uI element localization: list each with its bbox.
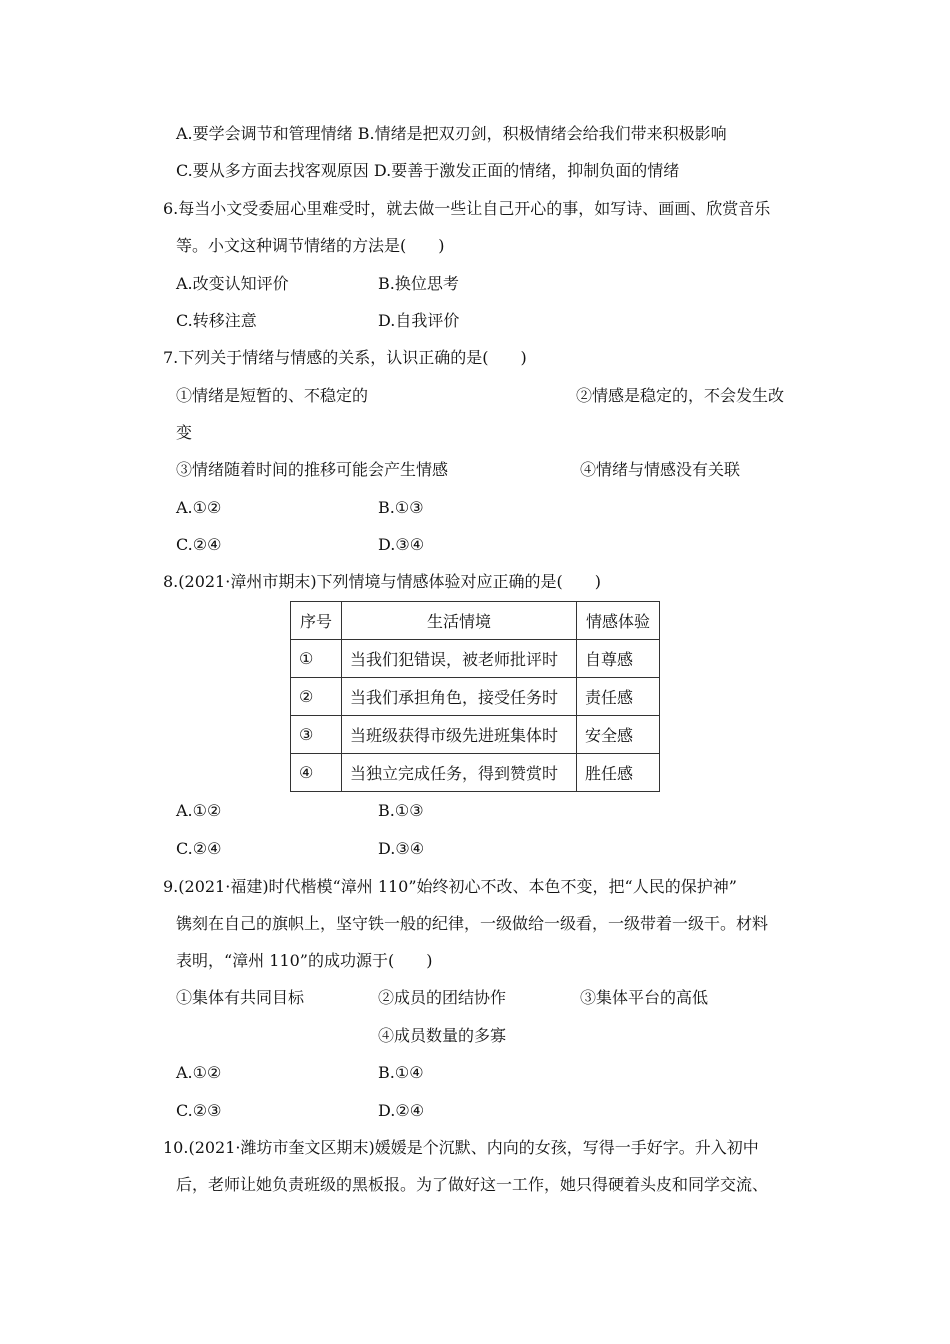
q9-option-d: D.②④ [378,1101,425,1120]
table-header-row [291,602,660,640]
q6-option-c: C.转移注意 [176,311,257,330]
q9-option-a: A.①② [176,1063,222,1082]
q5-options-line2: C.要从多方面去找客观原因 D.要善于激发正面的情绪，抑制负面的情绪 [176,161,680,180]
table-cell: 责任感 [577,678,660,716]
q7-option-d: D.③④ [378,535,425,554]
q7-option-b: B.①③ [378,498,424,517]
q8-option-d: D.③④ [378,839,425,858]
q10-stem-line1: 10.(2021·潍坊市奎文区期末)媛媛是个沉默、内向的女孩，写得一手好字。升入初中 [163,1138,759,1157]
table-cell: 当独立完成任务，得到赞赏时 [342,754,577,792]
q6-stem-line2: 等。小文这种调节情绪的方法是( ) [176,236,445,255]
table-cell: 胜任感 [577,754,660,792]
q9-stem-line2: 镌刻在自己的旗帜上，坚守铁一般的纪律，一级做给一级看，一级带着一级干。材料 [176,914,769,933]
q6-option-a: A.改变认知评价 [176,274,289,293]
q7-statement-2: ②情感是稳定的，不会发生改 [576,386,785,405]
q7-option-a: A.①② [176,498,222,517]
q7-stem: 7.下列关于情绪与情感的关系，认识正确的是( ) [163,348,527,367]
table-cell: ④ [291,754,342,792]
table-row [291,754,660,792]
q9-stem-line3: 表明，“漳州 110”的成功源于( ) [176,951,433,970]
q8-stem: 8.(2021·漳州市期末)下列情境与情感体验对应正确的是( ) [163,572,602,591]
q9-statement-1: ①集体有共同目标 [176,988,305,1007]
table-header-cell: 生活情境 [342,602,577,640]
table-cell: ② [291,678,342,716]
q8-table [290,601,660,792]
q6-option-b: B.换位思考 [378,274,459,293]
q7-statement-2-cont: 变 [176,423,193,442]
table-cell: ③ [291,716,342,754]
q9-statement-2: ②成员的团结协作 [378,988,507,1007]
q7-statement-1: ①情绪是短暂的、不稳定的 [176,386,369,405]
table-header-cell: 序号 [291,602,342,640]
q7-statement-4: ④情绪与情感没有关联 [580,460,741,479]
table-cell: 当我们犯错误，被老师批评时 [342,640,577,678]
q8-option-c: C.②④ [176,839,222,858]
table-row [291,716,660,754]
q8-option-b: B.①③ [378,801,424,820]
q10-stem-line2: 后，老师让她负责班级的黑板报。为了做好这一工作，她只得硬着头皮和同学交流、 [176,1175,769,1194]
q7-statement-3: ③情绪随着时间的推移可能会产生情感 [176,460,449,479]
q9-statement-3: ③集体平台的高低 [580,988,709,1007]
table-cell: ① [291,640,342,678]
table-header-cell: 情感体验 [577,602,660,640]
q6-stem-line1: 6.每当小文受委屈心里难受时，就去做一些让自己开心的事，如写诗、画画、欣赏音乐 [163,199,771,218]
q6-option-d: D.自我评价 [378,311,460,330]
table-cell: 自尊感 [577,640,660,678]
q9-statement-4: ④成员数量的多寡 [378,1026,507,1045]
q9-stem-line1: 9.(2021·福建)时代楷模“漳州 110”始终初心不改、本色不变，把“人民的保护神” [163,877,737,896]
q8-option-a: A.①② [176,801,222,820]
table-cell: 当班级获得市级先进班集体时 [342,716,577,754]
q7-option-c: C.②④ [176,535,222,554]
table-cell: 当我们承担角色，接受任务时 [342,678,577,716]
table-row [291,678,660,716]
table-row [291,640,660,678]
table-cell: 安全感 [577,716,660,754]
q9-option-b: B.①④ [378,1063,424,1082]
q9-option-c: C.②③ [176,1101,222,1120]
q5-options-line1: A.要学会调节和管理情绪 B.情绪是把双刃剑，积极情绪会给我们带来积极影响 [176,124,727,143]
